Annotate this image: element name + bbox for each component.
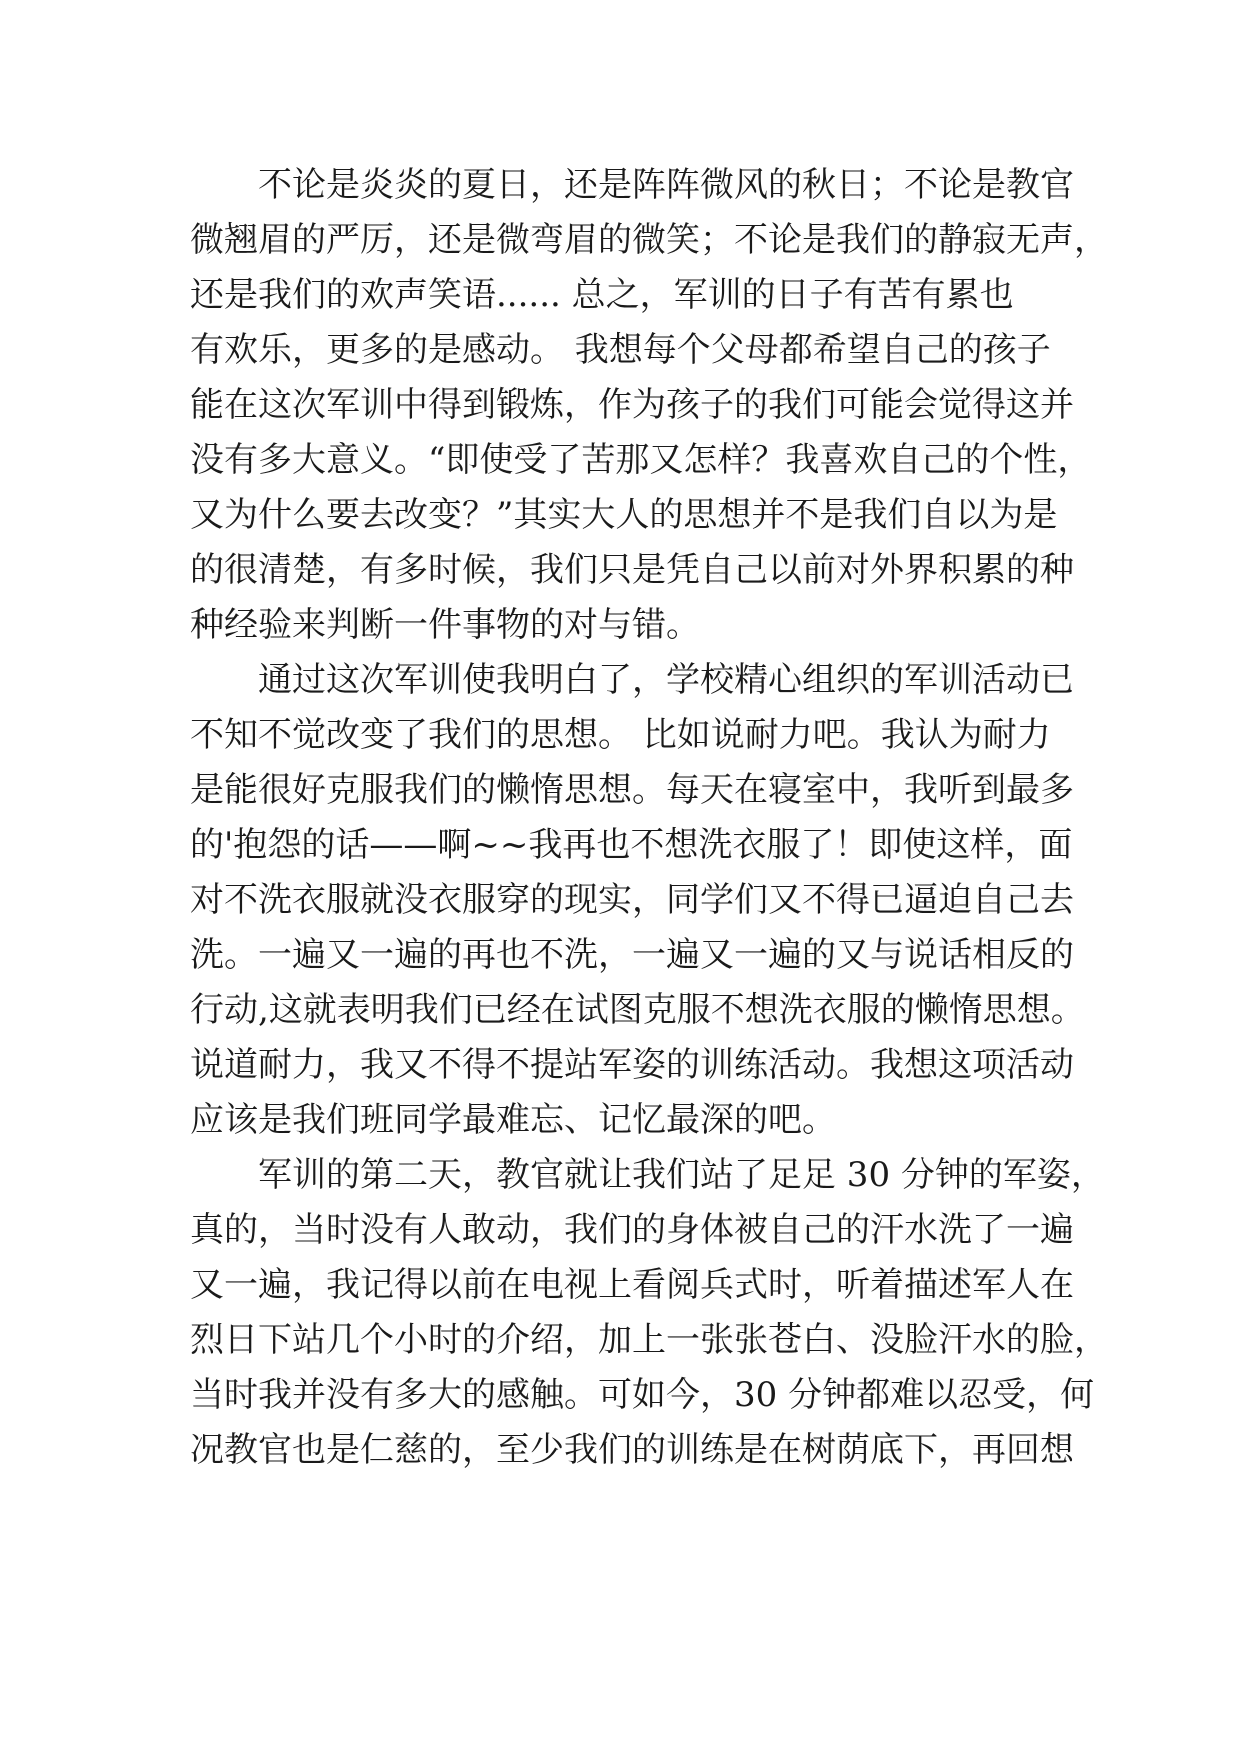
paragraph — [190, 653, 1085, 1148]
paragraph-line: 是能很好克服我们的懒惰思想。每天在寝室中，我听到最多 — [190, 770, 1074, 810]
paragraph-line: 对不洗衣服就没衣服穿的现实，同学们又不得已逼迫自己去 — [190, 880, 1074, 920]
paragraph-line: 有欢乐，更多的是感动。 我想每个父母都希望自己的孩子 — [190, 330, 1051, 370]
paragraph-first-line: 不论是炎炎的夏日，还是阵阵微风的秋日；不论是教官 — [258, 165, 1074, 205]
document-body — [190, 158, 1108, 1478]
paragraph-line: 行动,这就表明我们已经在试图克服不想洗衣服的懒惰思想。 — [190, 990, 1085, 1030]
paragraph-line: 的很清楚，有多时候，我们只是凭自己以前对外界积累的种 — [190, 550, 1074, 590]
paragraph-first-line: 通过这次军训使我明白了，学校精心组织的军训活动已 — [258, 660, 1074, 700]
paragraph-line: 能在这次军训中得到锻炼，作为孩子的我们可能会觉得这并 — [190, 385, 1074, 425]
paragraph-line: 真的，当时没有人敢动，我们的身体被自己的汗水洗了一遍 — [190, 1210, 1074, 1250]
paragraph-line: 不知不觉改变了我们的思想。 比如说耐力吧。我认为耐力 — [190, 715, 1051, 755]
paragraph — [190, 1148, 1108, 1478]
paragraph-line: 洗。一遍又一遍的再也不洗，一遍又一遍的又与说话相反的 — [190, 935, 1074, 975]
paragraph-line: 没有多大意义。“即使受了苦那又怎样？我喜欢自己的个性， — [190, 440, 1092, 480]
paragraph-line: 应该是我们班同学最难忘、记忆最深的吧。 — [190, 1100, 836, 1140]
paragraph-line: 的'抱怨的话——啊~~我再也不想洗衣服了！即使这样，面 — [190, 825, 1073, 865]
paragraph-line: 种经验来判断一件事物的对与错。 — [190, 605, 700, 645]
paragraph-line: 又一遍，我记得以前在电视上看阅兵式时，听着描述军人在 — [190, 1265, 1074, 1305]
paragraph-line: 还是我们的欢声笑语...... 总之，军训的日子有苦有累也 — [190, 275, 1014, 315]
paragraph-line: 烈日下站几个小时的介绍，加上一张张苍白、没脸汗水的脸， — [190, 1320, 1108, 1360]
paragraph-line: 微翘眉的严厉，还是微弯眉的微笑；不论是我们的静寂无声， — [190, 220, 1108, 260]
paragraph-line: 当时我并没有多大的感触。可如今，30 分钟都难以忍受，何 — [190, 1375, 1095, 1415]
paragraph-line: 况教官也是仁慈的，至少我们的训练是在树荫底下，再回想 — [190, 1430, 1074, 1470]
paragraph-line: 又为什么要去改变？”其实大人的思想并不是我们自以为是 — [190, 495, 1058, 535]
paragraph — [190, 158, 1108, 653]
paragraph-line: 说道耐力，我又不得不提站军姿的训练活动。我想这项活动 — [190, 1045, 1074, 1085]
paragraph-first-line: 军训的第二天，教官就让我们站了足足 30 分钟的军姿， — [258, 1155, 1105, 1195]
